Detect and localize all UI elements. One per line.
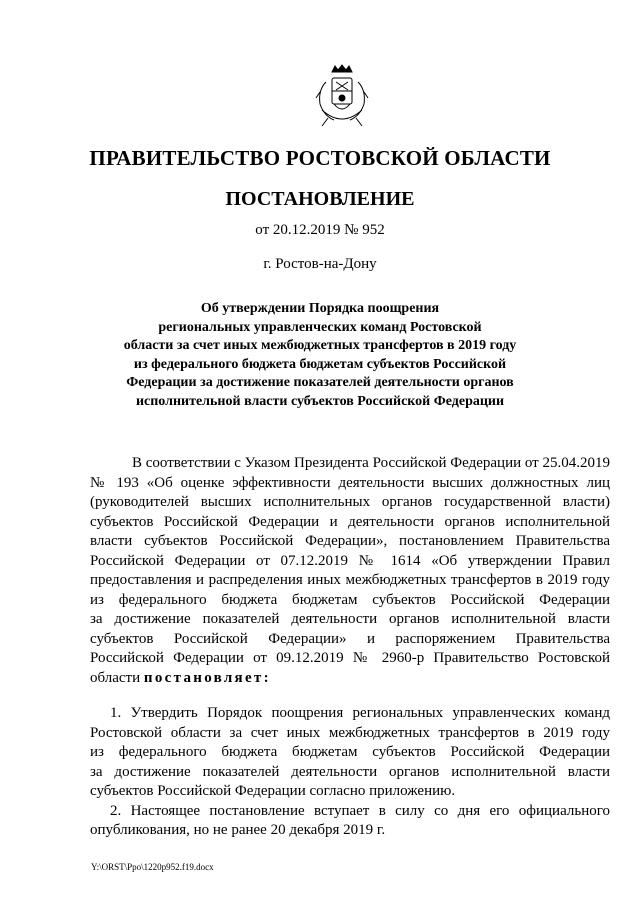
- paragraph-line: субъектов Российской Федерации согласно приложению.: [90, 783, 456, 799]
- coat-of-arms-icon: [312, 62, 372, 130]
- subject-line: области за счет иных межбюджетных трансфертов в 2019 году: [123, 338, 517, 353]
- paragraph-line: В соответствии с Указом Президента Российской Федерации от 25.04.2019: [132, 455, 610, 471]
- government-title: ПРАВИТЕЛЬСТВО РОСТОВСКОЙ ОБЛАСТИ: [89, 146, 551, 170]
- paragraph-line: за достижение показателей деятельности органов исполнительной власти: [90, 611, 610, 627]
- subject-line: из федерального бюджета бюджетам субъектов Российской: [133, 356, 507, 372]
- document-city: г. Ростов-на-Дону: [263, 256, 377, 272]
- paragraph-line: Российской Федерации от 09.12.2019 № 2960-р Правительство Ростовской: [90, 650, 610, 666]
- paragraph-line: Ростовской области за счет иных межбюджетных трансфертов в 2019 году: [90, 724, 610, 741]
- document-subject: [0, 300, 640, 411]
- paragraph-line: из федерального бюджета бюджетам субъектов Российской Федерации: [90, 744, 610, 760]
- preamble-paragraph: [90, 454, 610, 688]
- document-date-number: от 20.12.2019 № 952: [255, 222, 385, 238]
- paragraph-line: опубликования, но не ранее 20 декабря 2019 г.: [90, 822, 386, 838]
- paragraph-line: 1. Утвердить Порядок поощрения региональных управленческих команд: [110, 705, 610, 721]
- paragraph-line: из федерального бюджета бюджетам субъектов Российской Федерации: [90, 591, 610, 608]
- file-path-footer: Y:\ORST\Ppo\1220p952.f19.docx: [91, 862, 214, 872]
- paragraph-line: [90, 669, 610, 689]
- paragraph-line: 2. Настоящее постановление вступает в силу со дня его официального: [110, 802, 610, 819]
- document-type: ПОСТАНОВЛЕНИЕ: [225, 188, 415, 210]
- paragraph-line-prefix: области: [90, 669, 144, 686]
- paragraph-line: № 193 «Об оценке эффективности деятельности высших должностных лиц: [90, 474, 610, 491]
- subject-line: Федерации за достижение показателей деятельности органов: [126, 375, 514, 390]
- paragraph-line: (руководителей высших исполнительных органов государственной власти): [90, 494, 610, 510]
- paragraph-line: предоставления и распределения иных межбюджетных трансфертов в 2019 году: [90, 572, 610, 588]
- decree-items: [90, 704, 610, 841]
- paragraph-line: Российской Федерации от 07.12.2019 № 1614 «Об утверждении Правил: [90, 552, 610, 569]
- paragraph-line: субъектов Российской Федерации и деятельности органов исполнительной: [90, 513, 610, 530]
- paragraph-line: субъектов Российской Федерации» и распоряжением Правительства: [90, 630, 610, 647]
- decree-word: постановляет:: [143, 669, 271, 686]
- subject-line: региональных управленческих команд Ростовской: [158, 319, 482, 335]
- paragraph-line: за достижение показателей деятельности органов исполнительной власти: [90, 763, 610, 780]
- subject-line: Об утверждении Порядка поощрения: [200, 301, 440, 316]
- subject-line: исполнительной власти субъектов Российской Федерации: [135, 393, 505, 409]
- paragraph-line: власти субъектов Российской Федерации», постановлением Правительства: [90, 533, 610, 549]
